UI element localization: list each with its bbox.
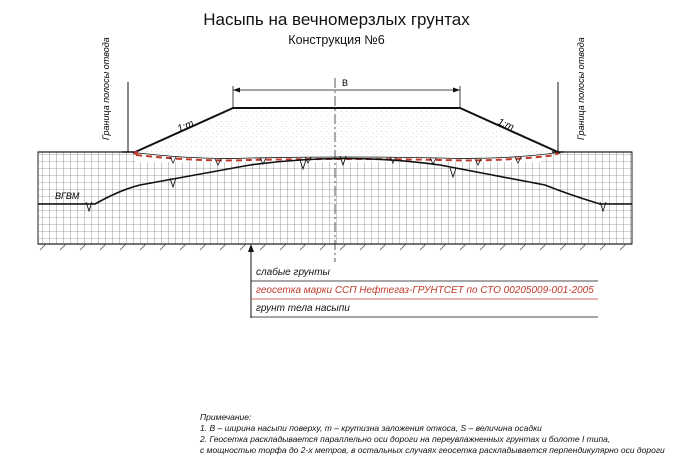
vgvm-label: ВГВМ xyxy=(55,191,80,201)
legend-weak-soil: слабые грунты xyxy=(256,267,330,278)
width-arrow-right xyxy=(453,88,460,93)
width-label: В xyxy=(342,78,349,88)
page-subtitle: Конструкция №6 xyxy=(288,33,385,47)
width-arrow-left xyxy=(233,88,240,93)
notes-heading: Примечание: xyxy=(200,412,252,422)
legend-embankment-soil: грунт тела насыпи xyxy=(256,303,350,314)
geogrid-anchor-left xyxy=(134,151,138,155)
notes-block xyxy=(200,412,665,456)
note-item-1: 1. В – ширина насыпи поверху, m – крутизна заложения откоса, S – величина осадки xyxy=(200,423,542,433)
boundary-left-label: Граница полосы отвода xyxy=(101,37,111,140)
page-title: Насыпь на вечномерзлых грунтах xyxy=(203,10,470,29)
slope-right-label: 1:m xyxy=(495,116,516,134)
slope-left-label: 1:m xyxy=(175,118,196,135)
embankment-fill xyxy=(135,108,557,160)
note-item-3: с мощностью торфа до 2-х метров, в остальных случаях геосетка раскладывается перпендикулярно оси дороги xyxy=(200,445,665,455)
note-item-2: 2. Геосетка раскладывается параллельно оси дороги на переувлажненных грунтах и болоте I типа, xyxy=(200,434,611,444)
bottom-hatching xyxy=(40,244,626,250)
legend-geogrid: геосетка марки ССП Нефтегаз-ГРУНТСЕТ по СТО 00205009-001-2005 xyxy=(256,285,594,296)
leader-arrow xyxy=(248,244,254,252)
boundary-right-label: Граница полосы отвода xyxy=(576,37,586,140)
